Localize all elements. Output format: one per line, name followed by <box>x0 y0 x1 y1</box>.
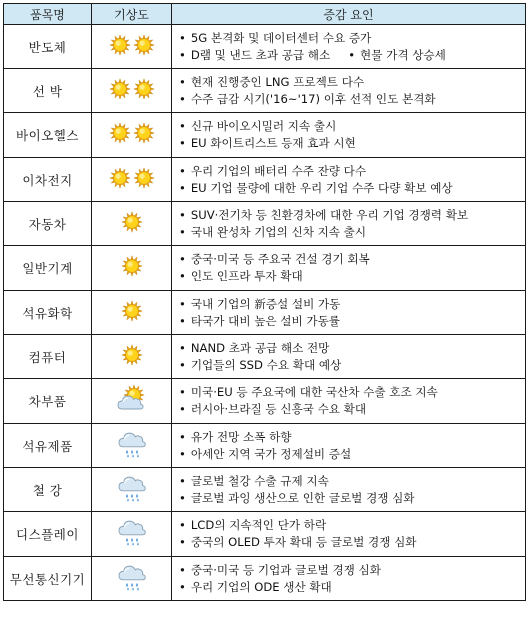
factors-cell <box>172 246 526 291</box>
factor-line <box>179 180 525 197</box>
rain-cloud-icon <box>116 472 148 508</box>
table-row <box>4 158 526 202</box>
table-row <box>4 335 526 379</box>
bullet: • <box>179 340 186 355</box>
sunny-double-icon <box>107 166 157 194</box>
factors-cell <box>172 557 526 601</box>
partly-cloudy-icon <box>117 385 147 417</box>
bullet: • <box>179 429 186 444</box>
bullet: • <box>179 296 186 311</box>
factor-text: 중국의 OLED 투자 확대 등 글로벌 경쟁 심화 <box>190 535 417 549</box>
item-name: 일반기계 <box>4 246 92 291</box>
bullet: • <box>179 518 186 532</box>
bullet: • <box>179 30 186 45</box>
factors-cell <box>172 113 526 158</box>
sunny-icon <box>119 299 145 327</box>
factor-line <box>179 207 525 224</box>
factor-line <box>179 91 525 108</box>
rain-cloud-icon <box>116 561 148 597</box>
item-name: 반도체 <box>4 25 92 69</box>
factor-line <box>179 251 525 268</box>
bullet: • <box>179 490 186 505</box>
factor-line <box>179 47 525 64</box>
factor-text: EU 화이트리스트 등재 효과 시현 <box>190 136 356 150</box>
bullet: • <box>179 385 186 399</box>
table-row <box>4 69 526 113</box>
table-row <box>4 25 526 69</box>
factor-line <box>179 401 525 418</box>
weather-cell <box>92 25 172 69</box>
factor-line <box>179 296 525 313</box>
bullet: • <box>179 224 186 239</box>
table-row <box>4 512 526 557</box>
factor-line <box>179 446 525 463</box>
factor-text: 국내 기업의 新증설 설비 가동 <box>190 296 341 311</box>
factor-text: 인도 인프라 투자 확대 <box>190 269 303 283</box>
sunny-icon <box>119 343 145 371</box>
bullet: • <box>179 269 186 283</box>
factors-cell <box>172 468 526 512</box>
weather-cell <box>92 512 172 557</box>
factor-line <box>179 429 525 446</box>
sunny-double-icon <box>107 77 157 105</box>
bullet: • <box>179 91 186 106</box>
weather-cell <box>92 69 172 113</box>
factor-text: 글로벌 철강 수출 규제 지속 <box>190 473 329 488</box>
table-row <box>4 468 526 512</box>
rain-cloud-icon <box>116 516 148 552</box>
factor-text: 현재 진행중인 LNG 프로젝트 다수 <box>190 74 365 89</box>
factor-line <box>179 357 525 374</box>
header-item: 품목명 <box>4 4 92 25</box>
item-name: 이차전지 <box>4 158 92 202</box>
item-name: 석유화학 <box>4 291 92 335</box>
factor-text: 우리 기업의 ODE 생산 확대 <box>190 579 332 594</box>
weather-cell <box>92 424 172 468</box>
factor-text: 기업들의 SSD 수요 확대 예상 <box>190 357 342 372</box>
factor-line <box>179 340 525 357</box>
table-row <box>4 246 526 291</box>
weather-cell <box>92 379 172 424</box>
table-row <box>4 113 526 158</box>
item-name: 바이오헬스 <box>4 113 92 158</box>
factor-line <box>179 163 525 180</box>
factor-line <box>179 384 525 401</box>
factors-cell <box>172 424 526 468</box>
factor-line <box>179 490 525 507</box>
sunny-icon <box>119 254 145 282</box>
sunny-double-icon <box>107 121 157 149</box>
bullet: • <box>179 252 186 266</box>
factor-line <box>179 74 525 91</box>
table-row <box>4 202 526 246</box>
factors-cell <box>172 69 526 113</box>
factor-line <box>179 534 525 551</box>
factor-text: 우리 기업의 배터리 수주 잔량 다수 <box>190 163 367 178</box>
bullet: • <box>179 180 186 195</box>
weather-cell <box>92 335 172 379</box>
item-name: 차부품 <box>4 379 92 424</box>
factors-cell <box>172 335 526 379</box>
factor-line <box>179 268 525 285</box>
header-weather: 기상도 <box>92 4 172 25</box>
factor-text: 유가 전망 소폭 하향 <box>190 429 292 444</box>
header-row <box>4 4 526 25</box>
factor-line <box>179 118 525 135</box>
factor-line <box>179 517 525 534</box>
factors-cell <box>172 202 526 246</box>
factor-line <box>179 562 525 579</box>
table-row <box>4 424 526 468</box>
bullet: • <box>179 47 186 62</box>
weather-cell <box>92 291 172 335</box>
table-row <box>4 557 526 601</box>
factor-text: EU 기업 물량에 대한 우리 기업 수주 다량 확보 예상 <box>190 180 453 195</box>
factor-line <box>179 224 525 241</box>
bullet: • <box>179 313 186 328</box>
bullet: • <box>179 579 186 594</box>
factor-text: D램 및 낸드 초과 공급 해소 <box>190 47 331 62</box>
bullet: • <box>179 473 186 488</box>
factor-line <box>179 473 525 490</box>
factors-cell <box>172 25 526 69</box>
factor-text: 타국가 대비 높은 설비 가동률 <box>190 313 340 328</box>
sunny-double-icon <box>107 33 157 61</box>
weather-cell <box>92 246 172 291</box>
factor-line <box>179 135 525 152</box>
bullet: • <box>179 562 186 577</box>
weather-cell <box>92 158 172 202</box>
weather-cell <box>92 557 172 601</box>
item-name: 무선통신기기 <box>4 557 92 601</box>
bullet: • <box>179 74 186 89</box>
bullet: • <box>179 402 186 416</box>
factor-text: 중국·미국 등 기업과 글로벌 경쟁 심화 <box>190 562 381 577</box>
table-row <box>4 291 526 335</box>
factor-line <box>179 30 525 47</box>
bullet: • <box>179 357 186 372</box>
factor-line <box>179 579 525 596</box>
factor-text: NAND 초과 공급 해소 전망 <box>190 340 330 355</box>
bullet: • <box>179 207 186 222</box>
item-name: 자동차 <box>4 202 92 246</box>
factor-line <box>179 313 525 330</box>
bullet: • <box>179 535 186 549</box>
item-name: 철 강 <box>4 468 92 512</box>
weather-cell <box>92 113 172 158</box>
bullet: • <box>179 136 186 150</box>
factor-text: 미국·EU 등 주요국에 대한 국산차 수출 호조 지속 <box>190 385 438 399</box>
factors-cell <box>172 512 526 557</box>
item-name: 컴퓨터 <box>4 335 92 379</box>
factor-text: 국내 완성차 기업의 신차 지속 출시 <box>190 224 367 239</box>
item-name: 석유제품 <box>4 424 92 468</box>
item-name: 선 박 <box>4 69 92 113</box>
factor-text: 5G 본격화 및 데이터센터 수요 증가 <box>190 30 372 45</box>
bullet: • <box>348 47 356 62</box>
sunny-icon <box>119 210 145 238</box>
table-row <box>4 379 526 424</box>
factor-text: 수주 급감 시기('16~'17) 이후 선적 인도 본격화 <box>190 91 436 106</box>
weather-cell <box>92 202 172 246</box>
header-factors: 증감 요인 <box>172 4 526 25</box>
bullet: • <box>179 163 186 178</box>
factor-text: SUV·전기차 등 친환경차에 대한 우리 기업 경쟁력 확보 <box>190 207 469 222</box>
factor-text: 아세안 지역 국가 정제설비 증설 <box>190 446 352 461</box>
factor-text: 신규 바이오시밀러 지속 출시 <box>190 119 337 133</box>
factor-text: 중국·미국 등 주요국 건설 경기 회복 <box>190 252 370 266</box>
factors-cell <box>172 291 526 335</box>
industry-outlook-table <box>3 3 525 615</box>
rain-cloud-icon <box>116 428 148 464</box>
bullet: • <box>179 446 186 461</box>
bullet: • <box>179 119 186 133</box>
factor-text: 러시아·브라질 등 신흥국 수요 확대 <box>190 402 367 416</box>
factor-text: 글로벌 과잉 생산으로 인한 글로벌 경쟁 심화 <box>190 490 415 505</box>
factors-cell <box>172 158 526 202</box>
factors-cell <box>172 379 526 424</box>
factor-text: 현물 가격 상승세 <box>360 47 446 62</box>
factor-text: LCD의 지속적인 단가 하락 <box>190 518 327 532</box>
item-name: 디스플레이 <box>4 512 92 557</box>
weather-cell <box>92 468 172 512</box>
